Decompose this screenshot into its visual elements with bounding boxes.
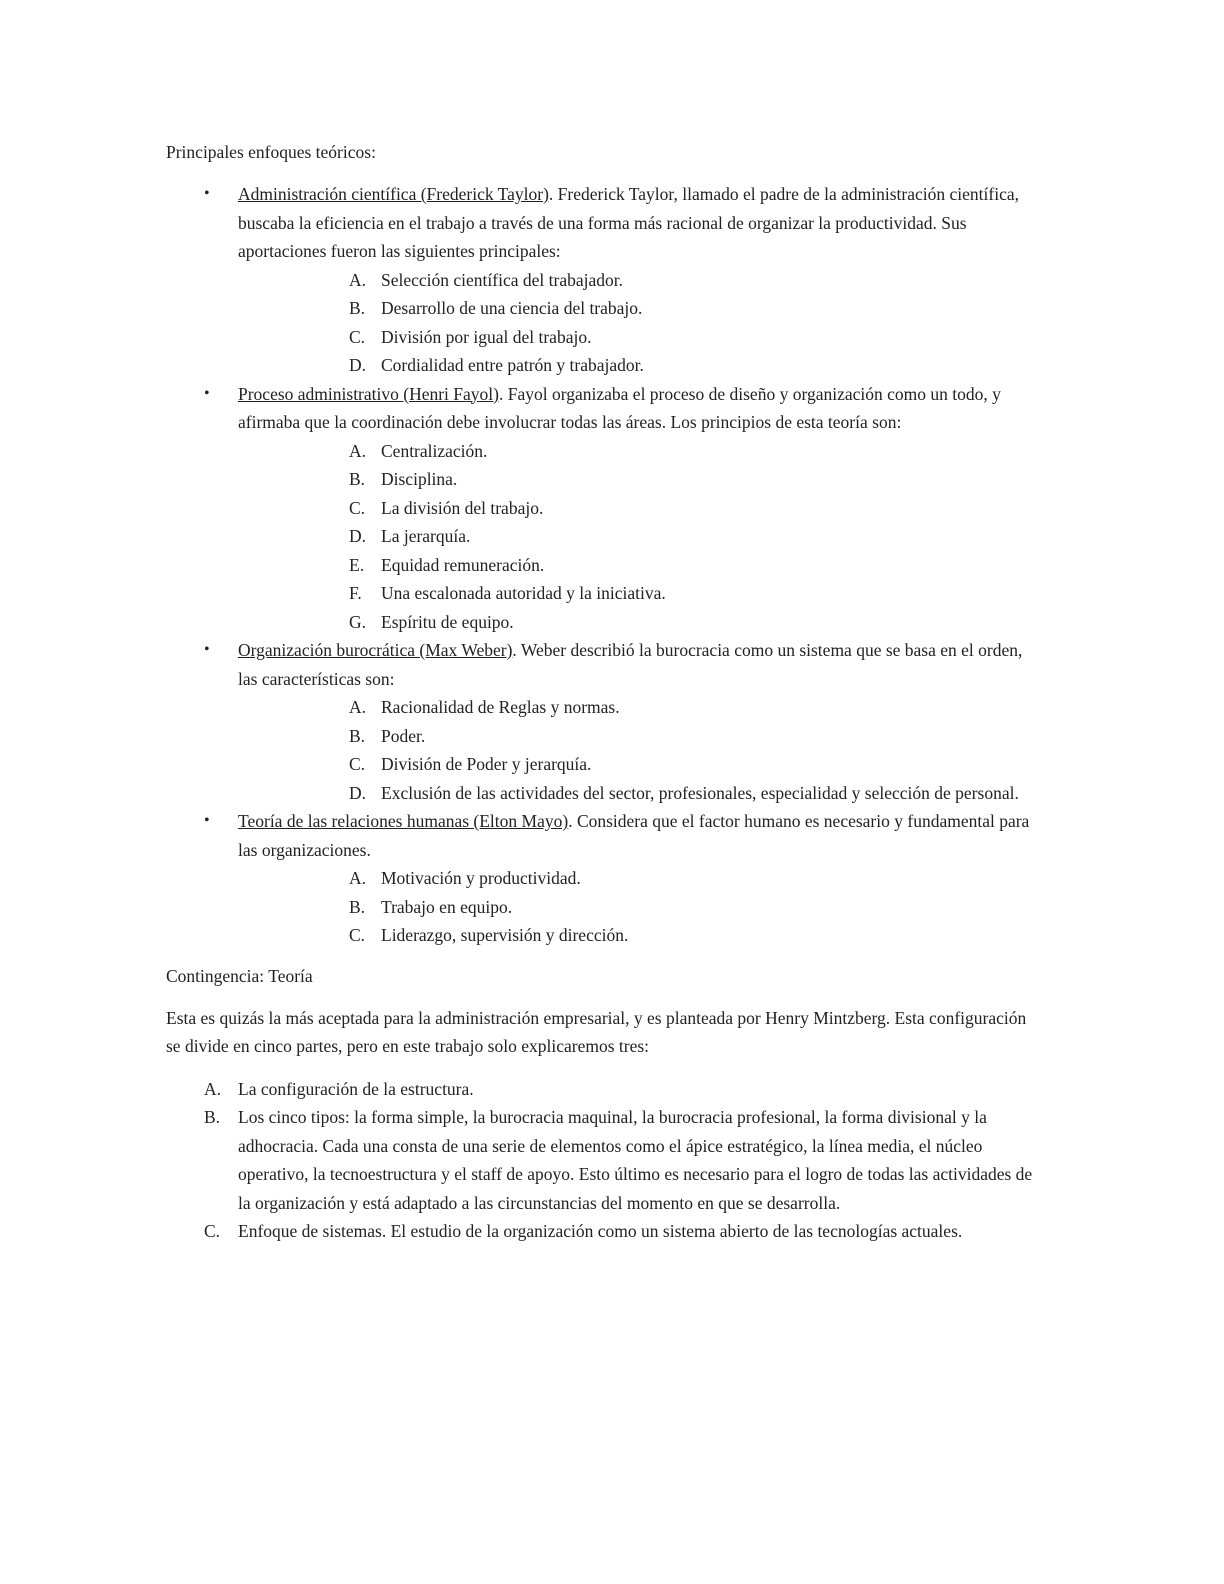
section-heading-contingency: Contingencia: Teoría [166, 965, 313, 986]
approach-item [166, 180, 1036, 380]
list-marker: B. [349, 725, 366, 746]
list-item [238, 437, 1036, 466]
list-marker: F. [349, 583, 362, 603]
list-item-text: La jerarquía. [381, 526, 471, 546]
document-page [166, 138, 1036, 1246]
list-item-text: Liderazgo, supervisión y dirección. [381, 925, 629, 945]
list-item-text: Exclusión de las actividades del sector, profesionales, especialidad y selección de personal. [381, 782, 1019, 803]
list-marker: A. [204, 1078, 222, 1099]
list-item-text: Los cinco tipos: la forma simple, la burocracia maquinal, la burocracia profesional, la forma divisional y la adhocracia. Cada una consta de una serie de elementos como el ápice estratégico, la línea media, el núcleo operativo, la tecnoestructura y el staff de apoyo. Esto último es necesario para el logro de todas las actividades de la organización y está adaptado a las circunstancias del momento en que se desarrolla. [238, 1107, 1033, 1213]
approach-sublist [238, 693, 1036, 807]
list-marker: B. [204, 1107, 221, 1127]
approach-title: Organización burocrática (Max Weber) [238, 640, 513, 660]
approach-item [166, 380, 1036, 637]
list-item-text: División por igual del trabajo. [381, 326, 592, 347]
list-item-text: Enfoque de sistemas. El estudio de la organización como un sistema abierto de las tecnologías actuales. [238, 1221, 963, 1241]
approach-sublist [238, 437, 1036, 637]
bullet-icon: • [204, 384, 210, 402]
bullet-icon: • [204, 641, 210, 658]
list-marker: C. [349, 497, 366, 518]
list-marker: A. [349, 440, 367, 461]
list-item [238, 893, 1036, 922]
list-marker: D. [349, 355, 367, 375]
list-item [238, 864, 1036, 893]
list-item-text: La configuración de la estructura. [238, 1078, 474, 1099]
list-marker: B. [349, 469, 366, 489]
list-marker: C. [349, 925, 366, 945]
list-item-text: Desarrollo de una ciencia del trabajo. [381, 298, 643, 318]
list-item-text: Una escalonada autoridad y la iniciativa. [381, 583, 666, 603]
approach-item [166, 636, 1036, 807]
list-item [238, 779, 1036, 808]
list-item [166, 1217, 1036, 1246]
list-marker: C. [204, 1221, 221, 1241]
approach-text: . Considera que el factor humano es necesario y fundamental para las organizaciones. [238, 811, 1030, 860]
list-marker: B. [349, 298, 366, 318]
list-item-text: Trabajo en equipo. [381, 896, 513, 917]
list-item [238, 551, 1036, 580]
list-item [238, 522, 1036, 551]
bullet-icon: • [204, 812, 210, 829]
list-item-text: Disciplina. [381, 469, 458, 489]
list-item-text: Motivación y productividad. [381, 868, 581, 888]
list-item [238, 494, 1036, 523]
list-item-text: La división del trabajo. [381, 497, 544, 518]
list-item [238, 693, 1036, 722]
list-item-text: Espíritu de equipo. [381, 611, 514, 632]
list-item [238, 750, 1036, 779]
list-item [238, 722, 1036, 751]
list-marker: C. [349, 754, 366, 774]
list-item-text: Selección científica del trabajador. [381, 269, 623, 290]
approach-title: Administración científica (Frederick Taylor) [238, 184, 549, 204]
list-marker: D. [349, 782, 367, 803]
list-item [238, 608, 1036, 637]
contingency-list [166, 1075, 1036, 1246]
section-heading-approaches: Principales enfoques teóricos: [166, 142, 376, 162]
list-item [238, 465, 1036, 494]
list-item-text: Equidad remuneración. [381, 554, 545, 575]
list-marker: A. [349, 697, 367, 717]
approach-text: . Frederick Taylor, llamado el padre de la administración científica, buscaba la eficiencia en el trabajo a través de una forma más racional de organizar la productividad. Sus aportaciones fueron las siguientes principales: [238, 184, 1019, 261]
list-item [166, 1075, 1036, 1104]
list-item-text: Racionalidad de Reglas y normas. [381, 697, 620, 717]
list-item [238, 579, 1036, 608]
bullet-icon: • [204, 185, 210, 202]
list-item [166, 1103, 1036, 1217]
approach-text: . Fayol organizaba el proceso de diseño y organización como un todo, y afirmaba que la coordinación debe involucrar todas las áreas. Los principios de esta teoría son: [238, 383, 1001, 432]
list-marker: D. [349, 526, 367, 546]
list-item-text: Cordialidad entre patrón y trabajador. [381, 355, 644, 375]
list-item [238, 921, 1036, 950]
list-item-text: Poder. [381, 725, 426, 746]
approach-sublist [238, 266, 1036, 380]
list-item [238, 323, 1036, 352]
approach-item [166, 807, 1036, 950]
list-item-text: División de Poder y jerarquía. [381, 754, 592, 774]
approach-title: Proceso administrativo (Henri Fayol) [238, 383, 499, 404]
list-item-text: Centralización. [381, 440, 488, 461]
list-marker: A. [349, 269, 367, 290]
approach-title: Teoría de las relaciones humanas (Elton Mayo) [238, 811, 569, 831]
approaches-list [166, 180, 1036, 950]
list-marker: E. [349, 554, 365, 575]
list-item [238, 351, 1036, 380]
list-item [238, 266, 1036, 295]
list-marker: A. [349, 868, 367, 888]
list-marker: B. [349, 896, 366, 917]
approach-text: . Weber describió la burocracia como un sistema que se basa en el orden, las características son: [238, 640, 1023, 689]
contingency-paragraph: Esta es quizás la más aceptada para la administración empresarial, y es planteada por Henry Mintzberg. Esta configuración se divide en cinco partes, pero en este trabajo solo explicaremos tres: [166, 1007, 1027, 1056]
list-marker: C. [349, 326, 366, 347]
list-marker: G. [349, 611, 367, 632]
approach-sublist [238, 864, 1036, 950]
list-item [238, 294, 1036, 323]
